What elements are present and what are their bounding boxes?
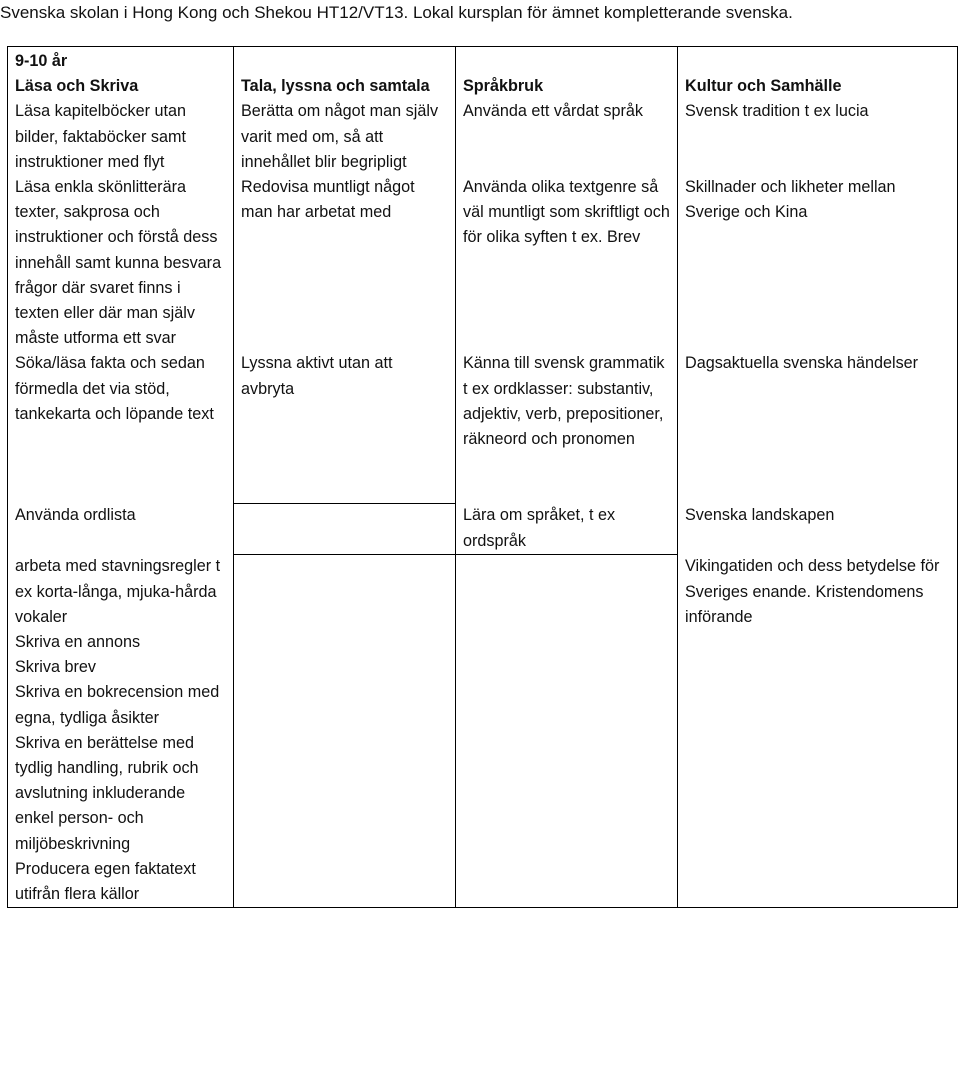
read-write-item: arbeta med stavningsregler t ex korta-långa, mjuka-hårda vokaler xyxy=(15,557,221,626)
cell-speak-listen: Berätta om något man själv varit med om, så att innehållet blir begripligt xyxy=(234,99,456,175)
age-row-blank xyxy=(234,47,456,75)
cell-speak-listen xyxy=(234,554,456,907)
read-write-item: Skriva en annons xyxy=(15,632,141,651)
cell-speak-listen: Lyssna aktivt utan att avbryta xyxy=(234,351,456,503)
table-row xyxy=(8,554,958,907)
read-write-item: Skriva en bokrecension med egna, tydliga åsikter xyxy=(15,683,220,727)
read-write-item: Skriva brev xyxy=(15,658,96,677)
age-row-blank xyxy=(456,47,678,75)
cell-read-write: Läsa enkla skönlitterära texter, sakprosa och instruktioner och förstå dess innehåll samt kunna besvara frågor där svaret finns i texten eller där man själv måste utforma ett svar xyxy=(8,175,234,351)
cell-language-use: Använda ett vårdat språk xyxy=(456,99,678,175)
table-row xyxy=(8,503,958,554)
age-row-blank xyxy=(678,47,958,75)
cell-language-use xyxy=(456,554,678,907)
table-row xyxy=(8,99,958,175)
cell-language-use: Använda olika textgenre så väl muntligt som skriftligt och för olika syften t ex. Brev xyxy=(456,175,678,351)
cell-read-write: Läsa kapitelböcker utan bilder, faktaböcker samt instruktioner med flyt xyxy=(8,99,234,175)
cell-culture: Svenska landskapen xyxy=(678,503,958,554)
curriculum-table xyxy=(7,46,958,908)
cell-read-write: Söka/läsa fakta och sedan förmedla det via stöd, tankekarta och löpande text xyxy=(8,351,234,503)
table-row xyxy=(8,351,958,503)
cell-speak-listen xyxy=(234,503,456,554)
header-language-use: Språkbruk xyxy=(456,74,678,99)
table-row xyxy=(8,175,958,351)
cell-culture: Skillnader och likheter mellan Sverige och Kina xyxy=(678,175,958,351)
cell-speak-listen: Redovisa muntligt något man har arbetat med xyxy=(234,175,456,351)
cell-read-write: Använda ordlista xyxy=(8,503,234,554)
cell-language-use: Lära om språket, t ex ordspråk xyxy=(456,503,678,554)
read-write-item: Producera egen faktatext utifrån flera källor xyxy=(15,859,196,903)
header-speak-listen: Tala, lyssna och samtala xyxy=(234,74,456,99)
cell-language-use: Känna till svensk grammatik t ex ordklasser: substantiv, adjektiv, verb, prepositioner, räkneord och pronomen xyxy=(456,351,678,503)
cell-culture: Vikingatiden och dess betydelse för Sveriges enande. Kristendomens införande xyxy=(678,554,958,907)
cell-read-write xyxy=(8,554,234,907)
age-label: 9-10 år xyxy=(8,47,234,75)
cell-culture: Svensk tradition t ex lucia xyxy=(678,99,958,175)
cell-culture: Dagsaktuella svenska händelser xyxy=(678,351,958,503)
header-row xyxy=(8,74,958,99)
page-title: Svenska skolan i Hong Kong och Shekou HT12/VT13. Lokal kursplan för ämnet kompletterande svenska. xyxy=(0,3,793,22)
age-row xyxy=(8,47,958,75)
header-culture: Kultur och Samhälle xyxy=(678,74,958,99)
header-read-write: Läsa och Skriva xyxy=(8,74,234,99)
read-write-item: Skriva en berättelse med tydlig handling, rubrik och avslutning inkluderande enkel person- och miljöbeskrivning xyxy=(15,733,199,853)
